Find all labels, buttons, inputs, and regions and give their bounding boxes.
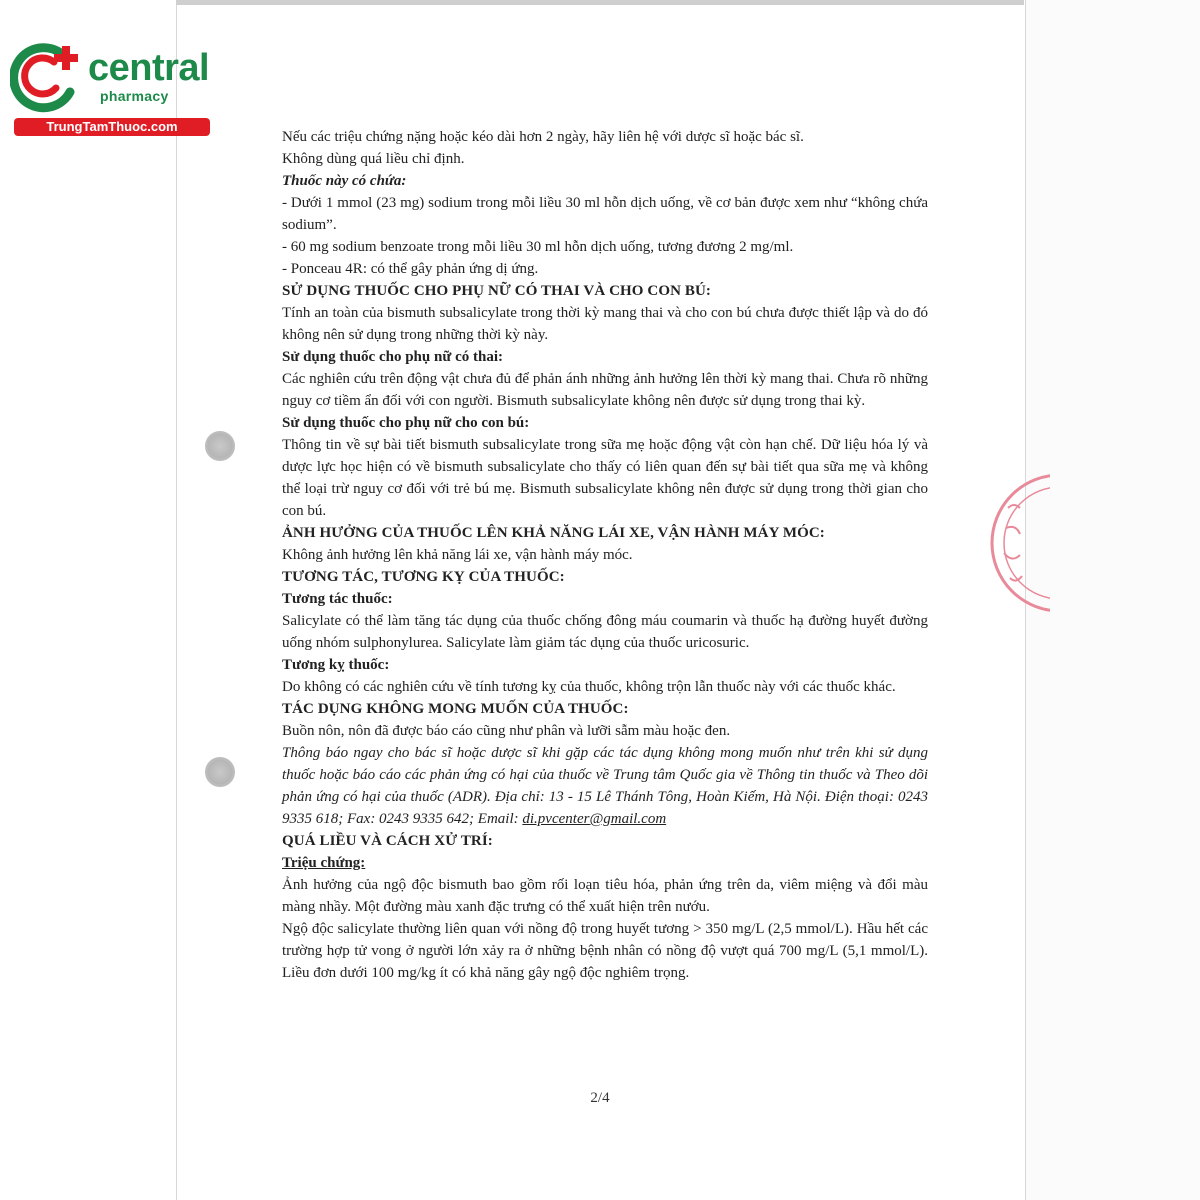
- page-top-edge: [176, 0, 1024, 5]
- right-gutter: [1025, 0, 1200, 1200]
- section-heading: QUÁ LIỀU VÀ CÁCH XỬ TRÍ:: [282, 833, 493, 849]
- cross-c-icon: [10, 36, 90, 118]
- paragraph: Tính an toàn của bismuth subsalicylate trong thời kỳ mang thai và cho con bú chưa được thiết lập và do đó không nên sử dụng trong những thời kỳ này.: [282, 305, 928, 343]
- paragraph: Ngộ độc salicylate thường liên quan với nồng độ trong huyết tương > 350 mg/L (2,5 mmol/L). Hầu hết các trường hợp tử vong ở người lớn xảy ra ở những bệnh nhân có nồng độ vượt quá 700 mg/L (5,1 mmol/L). Liều đơn dưới 100 mg/kg ít có khả năng gây ngộ độc nghiêm trọng.: [282, 921, 928, 981]
- section-subtitle: Triệu chứng:: [282, 855, 366, 871]
- email-link[interactable]: di.pvcenter@gmail.com: [522, 811, 667, 827]
- list-item: - 60 mg sodium benzoate trong mỗi liều 30 ml hỗn dịch uống, tương đương 2 mg/ml.: [282, 239, 794, 255]
- central-pharmacy-logo[interactable]: [10, 36, 215, 136]
- section-subtitle: Tương tác thuốc:: [282, 591, 393, 607]
- paragraph: Không ảnh hưởng lên khả năng lái xe, vận hành máy móc.: [282, 547, 633, 563]
- paragraph: Thông tin về sự bài tiết bismuth subsalicylate trong sữa mẹ hoặc động vật còn hạn chế. Dữ liệu hóa lý và dược lực học hiện có về bismuth subsalicylate cho thấy có liên quan đến sự bài tiết qua sữa mẹ và không thể loại trừ nguy cơ đối với trẻ bú mẹ. Bismuth subsalicylate không nên được sử dụng trong thời gian cho con bú.: [282, 437, 928, 519]
- logo-brand: central: [88, 47, 210, 89]
- paragraph: Salicylate có thể làm tăng tác dụng của thuốc chống đông máu coumarin và thuốc hạ đường huyết đường uống nhóm sulphonylurea. Salicylate làm giảm tác dụng của thuốc uricosuric.: [282, 613, 928, 651]
- punch-hole: [205, 757, 235, 787]
- section-heading: TƯƠNG TÁC, TƯƠNG KỴ CỦA THUỐC:: [282, 569, 565, 585]
- paragraph: Do không có các nghiên cứu về tính tương kỵ của thuốc, không trộn lẫn thuốc này với các thuốc khác.: [282, 679, 896, 695]
- section-subtitle: Sử dụng thuốc cho phụ nữ có thai:: [282, 349, 503, 365]
- paragraph: Nếu các triệu chứng nặng hoặc kéo dài hơn 2 ngày, hãy liên hệ với dược sĩ hoặc bác sĩ.: [282, 129, 804, 145]
- section-heading: SỬ DỤNG THUỐC CHO PHỤ NỮ CÓ THAI VÀ CHO CON BÚ:: [282, 283, 712, 299]
- section-subtitle: Thuốc này có chứa:: [282, 173, 407, 189]
- document-body: [282, 126, 928, 984]
- section-subtitle: Sử dụng thuốc cho phụ nữ cho con bú:: [282, 415, 530, 431]
- adr-notice-text: Thông báo ngay cho bác sĩ hoặc dược sĩ khi gặp các tác dụng không mong muốn như trên khi sử dụng thuốc hoặc báo cáo các phản ứng có hại của thuốc về Trung tâm Quốc gia về Thông tin thuốc và Theo dõi phản ứng có hại của thuốc (ADR). Địa chỉ: 13 - 15 Lê Thánh Tông, Hoàn Kiếm, Hà Nội. Điện thoại: 0243 9335 618; Fax: 0243 9335 642; Email:: [282, 745, 928, 827]
- punch-hole: [205, 431, 235, 461]
- section-subtitle: Tương kỵ thuốc:: [282, 657, 390, 673]
- adr-notice: [282, 742, 928, 830]
- paragraph: Buồn nôn, nôn đã được báo cáo cũng như phân và lưỡi sẫm màu hoặc đen.: [282, 723, 731, 739]
- paragraph: Các nghiên cứu trên động vật chưa đủ để phản ánh những ảnh hưởng lên thời kỳ mang thai. Chưa rõ những nguy cơ tiềm ẩn đối với con người. Bismuth subsalicylate không nên được sử dụng trong thai kỳ.: [282, 371, 928, 409]
- page-number: 2/4: [590, 1090, 610, 1106]
- logo-website: TrungTamThuoc.com: [14, 118, 210, 136]
- section-heading: TÁC DỤNG KHÔNG MONG MUỐN CỦA THUỐC:: [282, 701, 629, 717]
- section-heading: ẢNH HƯỞNG CỦA THUỐC LÊN KHẢ NĂNG LÁI XE, VẬN HÀNH MÁY MÓC:: [282, 525, 825, 541]
- stamp-icon: [990, 468, 1050, 618]
- paragraph: Không dùng quá liều chỉ định.: [282, 151, 465, 167]
- list-item: - Ponceau 4R: có thể gây phản ứng dị ứng.: [282, 261, 539, 277]
- list-item: - Dưới 1 mmol (23 mg) sodium trong mỗi liều 30 ml hỗn dịch uống, về cơ bản được xem như “không chứa sodium”.: [282, 195, 928, 233]
- logo-sub: pharmacy: [100, 88, 169, 104]
- paragraph: Ảnh hưởng của ngộ độc bismuth bao gồm rối loạn tiêu hóa, phản ứng trên da, viêm miệng và đổi màu màng nhầy. Một đường màu xanh đặc trưng có thể xuất hiện trên nướu.: [282, 877, 928, 915]
